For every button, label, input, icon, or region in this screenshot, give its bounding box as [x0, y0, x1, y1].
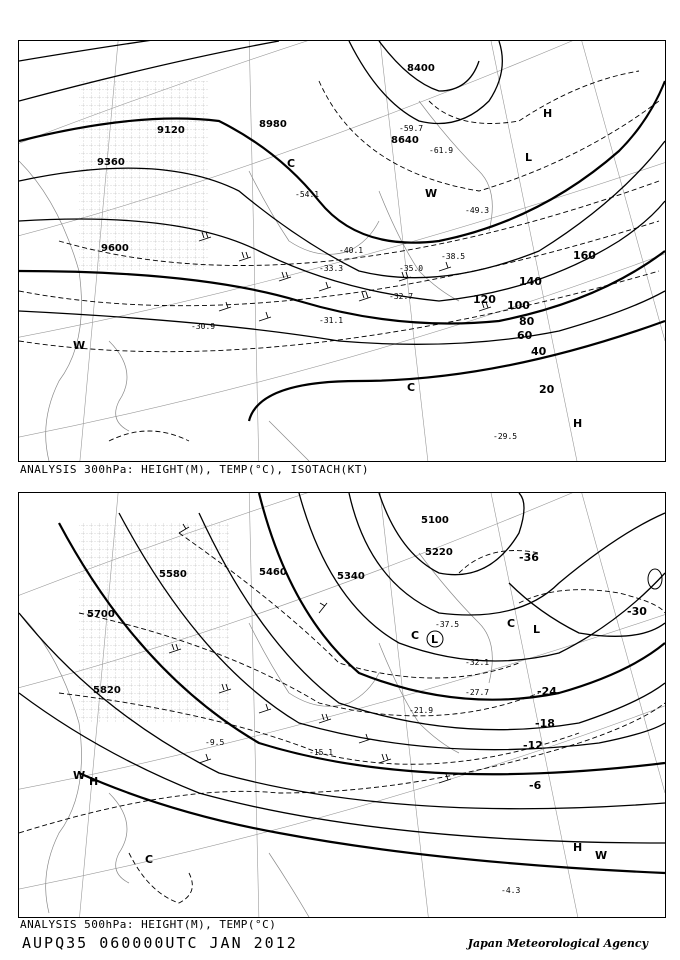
cold-symbol: C — [507, 617, 516, 630]
bulletin-code: AUPQ35 060000UTC JAN 2012 — [22, 934, 298, 952]
temp-label: -38.5 — [441, 252, 466, 261]
height-label-9120: 9120 — [157, 125, 185, 136]
height-label-5700: 5700 — [87, 609, 115, 620]
high-symbol: H — [573, 417, 583, 430]
height-label-5100: 5100 — [421, 515, 449, 526]
height-label-5580: 5580 — [159, 569, 187, 580]
height-label-8640: 8640 — [391, 135, 419, 146]
isotach-label-60: 60 — [517, 329, 533, 342]
isotach-label-80: 80 — [519, 315, 535, 328]
temperature-labels — [191, 124, 517, 441]
isotach-label-140: 140 — [519, 275, 542, 288]
temp-label: -31.1 — [319, 316, 344, 325]
cold-symbol: C — [411, 629, 420, 642]
height-label-8400: 8400 — [407, 63, 435, 74]
temp-label: -35.0 — [399, 264, 424, 273]
low-symbol: L — [525, 151, 533, 164]
temp-label: -33.3 — [319, 264, 344, 273]
caption-500hpa: ANALYSIS 500hPa: HEIGHT(M), TEMP(°C) — [20, 918, 277, 931]
map-300hpa — [19, 41, 665, 461]
warm-symbol: W — [595, 849, 608, 862]
warm-symbol: W — [425, 187, 438, 200]
temp-label: -21.9 — [409, 706, 434, 715]
temp-label: -30 — [627, 605, 647, 618]
high-symbol: H — [573, 841, 583, 854]
isotach-label-100: 100 — [507, 299, 530, 312]
caption-300hpa: ANALYSIS 300hPa: HEIGHT(M), TEMP(°C), ISOTACH(KT) — [20, 463, 370, 476]
temp-label: -32.7 — [389, 292, 414, 301]
isotach-label-40: 40 — [531, 345, 547, 358]
temp-label: -32.1 — [465, 658, 490, 667]
temp-label: -15.1 — [309, 748, 334, 757]
temp-label: -61.9 — [429, 146, 454, 155]
temp-label: -12 — [523, 739, 543, 752]
height-label-9600: 9600 — [101, 243, 129, 254]
height-label-5460: 5460 — [259, 567, 287, 578]
high-symbol: H — [89, 775, 99, 788]
temp-label: -18 — [535, 717, 555, 730]
height-label-8980: 8980 — [259, 119, 287, 130]
cold-symbol: C — [407, 381, 416, 394]
height-label-9360: 9360 — [97, 157, 125, 168]
temp-label: -37.5 — [435, 620, 460, 629]
cold-symbol: C — [287, 157, 296, 170]
chart-500hpa — [18, 492, 666, 918]
temp-label: -9.5 — [205, 738, 225, 747]
cold-symbol: C — [145, 853, 154, 866]
height-label-5820: 5820 — [93, 685, 121, 696]
warm-symbol: W — [73, 769, 86, 782]
low-symbol: L — [533, 623, 541, 636]
hatched-area — [79, 81, 209, 271]
height-label-5220: 5220 — [425, 547, 453, 558]
isotach-label-120: 120 — [473, 293, 496, 306]
temp-label: -27.7 — [465, 688, 490, 697]
temp-label: -40.1 — [339, 246, 364, 255]
chart-300hpa — [18, 40, 666, 462]
temp-label: -49.3 — [465, 206, 490, 215]
temp-label: -29.5 — [493, 432, 518, 441]
high-symbol: H — [543, 107, 553, 120]
temp-label: -24 — [537, 685, 557, 698]
temp-label: -30.9 — [191, 322, 216, 331]
low-symbol: L — [431, 633, 439, 646]
isotach-label-20: 20 — [539, 383, 555, 396]
agency-name: Japan Meteorological Agency — [467, 937, 648, 950]
temp-label: -54.1 — [295, 190, 320, 199]
temp-label: -4.3 — [501, 886, 521, 895]
isotach-label-160: 160 — [573, 249, 596, 262]
temp-label: -36 — [519, 551, 539, 564]
height-label-5340: 5340 — [337, 571, 365, 582]
temp-label: -59.7 — [399, 124, 424, 133]
temp-label: -6 — [529, 779, 542, 792]
warm-symbol: W — [73, 339, 86, 352]
map-500hpa — [19, 493, 665, 917]
